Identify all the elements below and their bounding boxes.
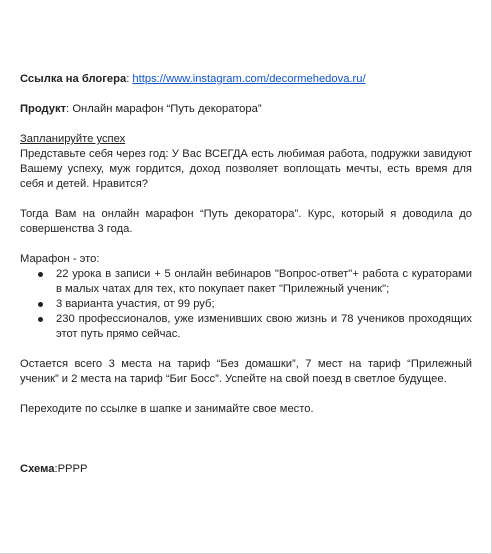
product-value: Онлайн марафон “Путь декоратора” [72, 103, 262, 115]
spacer [20, 387, 472, 402]
spacer [20, 237, 472, 252]
marathon-intro: Марафон - это: [20, 253, 100, 265]
document-body [20, 72, 472, 477]
spacer [20, 342, 472, 357]
list-item-text: 230 профессионалов, уже изменивших свою жизнь и 78 учеников проходящих этот путь прямо сейчас. [56, 313, 472, 340]
scheme-line [20, 462, 472, 477]
spacer [20, 432, 472, 447]
marathon-list [20, 267, 472, 342]
list-item [56, 297, 472, 312]
spacer [20, 447, 472, 462]
list-item-text: 22 урока в записи + 5 онлайн вебинаров "Вопрос-ответ"+ работа с кураторами в малых чатах для тех, кто покупает пакет "Прилежный ученик"; [56, 268, 472, 295]
bullet-icon [38, 317, 43, 322]
seats-text: Остается всего 3 места на тариф “Без домашки”, 7 мест на тариф “Прилежный ученик” и 2 места на тариф “Биг Босс”. Успейте на свой поезд в светлое будущее. [20, 358, 472, 385]
product-separator: : [66, 103, 73, 115]
list-item [56, 312, 472, 342]
list-item-text: 3 варианта участия, от 99 руб; [56, 298, 215, 310]
blogger-line [20, 72, 472, 87]
spacer [20, 417, 472, 432]
plan-heading: Запланируйте успех [20, 133, 126, 145]
spacer [20, 117, 472, 132]
blogger-link[interactable]: https://www.instagram.com/decormehedova.ru/ [132, 73, 366, 85]
scheme-separator: : [54, 463, 58, 475]
blogger-label: Ссылка на блогера [20, 73, 127, 85]
bullet-icon [38, 302, 43, 307]
blogger-separator: : [126, 73, 133, 85]
cta-text: Переходите по ссылке в шапке и занимайте свое место. [20, 403, 314, 415]
scheme-value: PPPP [57, 463, 88, 475]
offer-text: Тогда Вам на онлайн марафон “Путь декоратора”. Курс, который я доводила до совершенства 3 года. [20, 208, 472, 235]
plan-text: Представьте себя через год: У Вас ВСЕГДА есть любимая работа, подружки завидуют Вашему успеху, муж гордится, доход позволяет воплощать мечты, есть время для себя и детей. Нравится? [20, 148, 472, 190]
spacer [20, 192, 472, 207]
spacer [20, 87, 472, 102]
bullet-icon [38, 272, 43, 277]
list-item [56, 267, 472, 297]
scheme-label: Схема [20, 463, 55, 475]
product-line [20, 102, 472, 117]
product-label: Продукт [20, 103, 67, 115]
